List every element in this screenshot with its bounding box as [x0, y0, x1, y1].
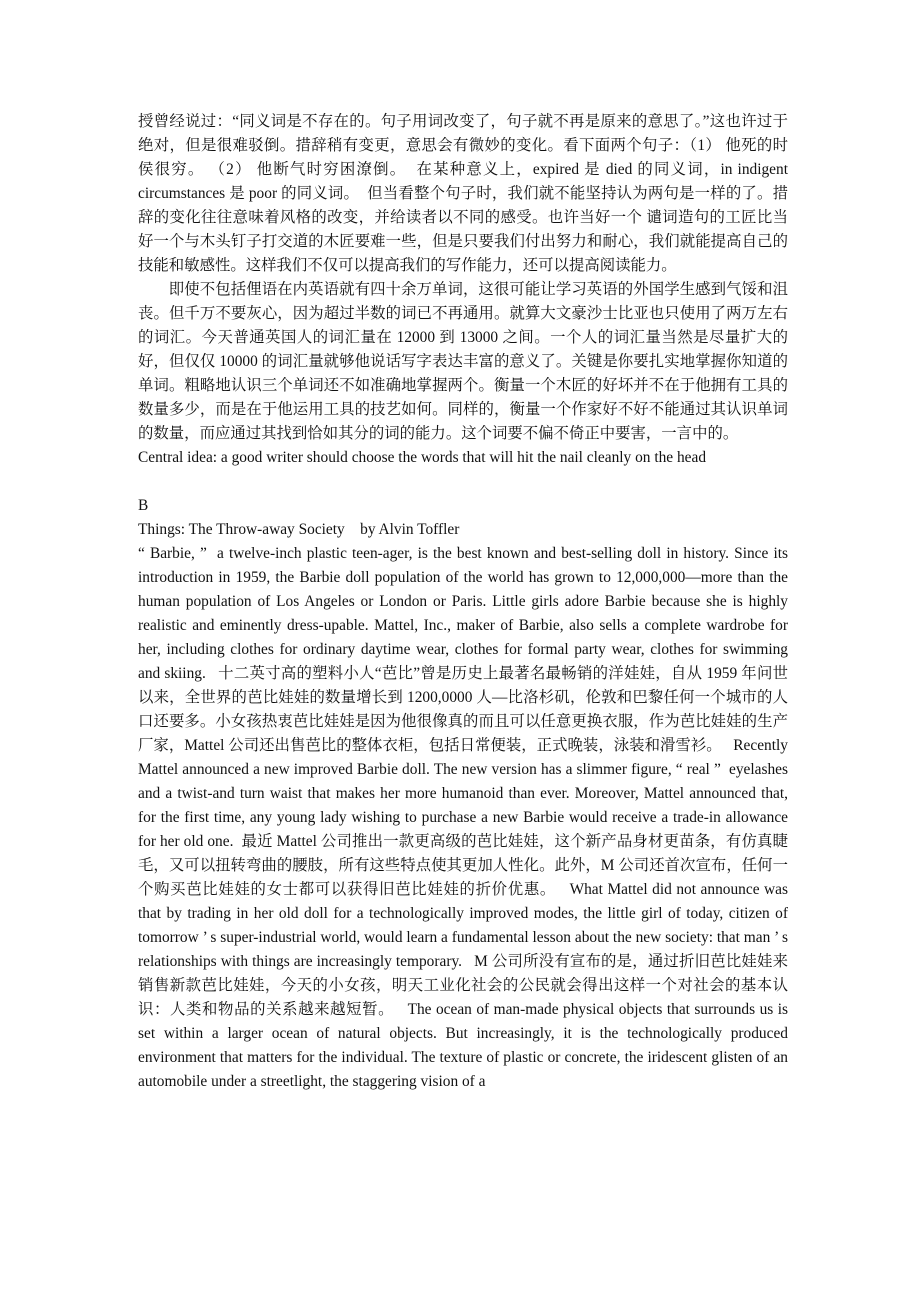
section-b-title: Things: The Throw-away Society by Alvin Toffler: [138, 521, 460, 538]
section-a-paragraph-1: 授曾经说过：“同义词是不存在的。句子用词改变了，句子就不再是原来的意思了。”这也许过于绝对，但是很难驳倒。措辞稍有变更，意思会有微妙的变化。看下面两个句子：（1） 他死的时侯很穷。 （2） 他断气时穷困潦倒。 在某种意义上，expired 是 died 的同义词，in indigent circumstances 是 poor 的同义词。 但当看整个句子时，我们就不能坚持认为两句是一样的了。措辞的变化往往意味着风格的改变，并给读者以不同的感受。也许当好一个 谴词造句的工匠比当好一个与木头钉子打交道的木匠要难一些，但是只要我们付出努力和耐心，我们就能提高自己的技能和敏感性。这样我们不仅可以提高我们的写作能力，还可以提高阅读能力。: [138, 113, 792, 274]
central-idea: Central idea: a good writer should choose the words that will hit the nail cleanly on the head: [138, 449, 707, 466]
section-a-paragraph-2: 即使不包括俚语在内英语就有四十余万单词，这很可能让学习英语的外国学生感到气馁和沮丧。但千万不要灰心，因为超过半数的词已不再通用。就算大文豪沙士比亚也只使用了两万左右的词汇。今天普通英国人的词汇量在 12000 到 13000 之间。一个人的词汇量当然是尽量扩大的好，但仅仅 10000 的词汇量就够他说话写字表达丰富的意义了。关键是你要扎实地掌握你知道的单词。粗略地认识三个单词还不如准确地掌握两个。衡量一个木匠的好坏并不在于他拥有工具的数量多少，而是在于他运用工具的技艺如何。同样的，衡量一个作家好不好不能通过其认识单词的数量，而应通过其找到恰如其分的词的能力。这个词要不偏不倚正中要害，一言中的。: [138, 281, 788, 442]
section-b-paragraph-1: “ Barbie, ” a twelve-inch plastic teen-ager, is the best known and best-selling doll in history. Since its introduction in 1959, the Barbie doll population of the world has grown to 12,000,000—more than the human population of Los Angeles or London or Paris. Little girls adore Barbie because she is highly realistic and eminently dress-upable. Mattel, Inc., maker of Barbie, also sells a complete wardrobe for her, including clothes for ordinary daytime wear, clothes for formal party wear, clothes for swimming and skiing. 十二英寸高的塑料小人“芭比”曾是历史上最著名最畅销的洋娃娃，自从 1959 年问世以来，全世界的芭比娃娃的数量增长到 1200,0000 人—比洛杉矶，伦敦和巴黎任何一个城市的人口还要多。小女孩热衷芭比娃娃是因为他很像真的而且可以任意更换衣服，作为芭比娃娃的生产厂家，Mattel 公司还出售芭比的整体衣柜，包括日常便装，正式晚装，泳装和滑雪衫。 Recently Mattel announced a new improved Barbie doll. The new version has a slimmer figure, “ real ” eyelashes and a twist-and turn waist that makes her more humanoid than ever. Moreover, Mattel announced that, for the first time, any young lady wishing to purchase a new Barbie would receive a trade-in allowance for her old one. 最近 Mattel 公司推出一款更高级的芭比娃娃，这个新产品身材更苗条，有仿真睫毛，又可以扭转弯曲的腰肢，所有这些特点使其更加人性化。此外，M 公司还首次宣布，任何一个购买芭比娃娃的女士都可以获得旧芭比娃娃的折价优惠。 What Mattel did not announce was that by trading in her old doll for a technologically improved modes, the little girl of today, citizen of tomorrow ’ s super-industrial world, would learn a fundamental lesson about the new society: that man ’ s relationships with things are increasingly temporary. M 公司所没有宣布的是，通过折旧芭比娃娃来销售新款芭比娃娃，今天的小女孩，明天工业化社会的公民就会得出这样一个对社会的基本认识：人类和物品的关系越来越短暂。 The ocean of man-made physical objects that surrounds us is set within a larger ocean of natural objects. But increasingly, it is the technologically produced environment that matters for the individual. The texture of plastic or concrete, the iridescent glisten of an automobile under a streetlight, the staggering vision of a: [138, 545, 792, 1090]
blank-line: [138, 470, 788, 494]
section-b-label: B: [138, 497, 149, 514]
document-page: [138, 110, 792, 1094]
